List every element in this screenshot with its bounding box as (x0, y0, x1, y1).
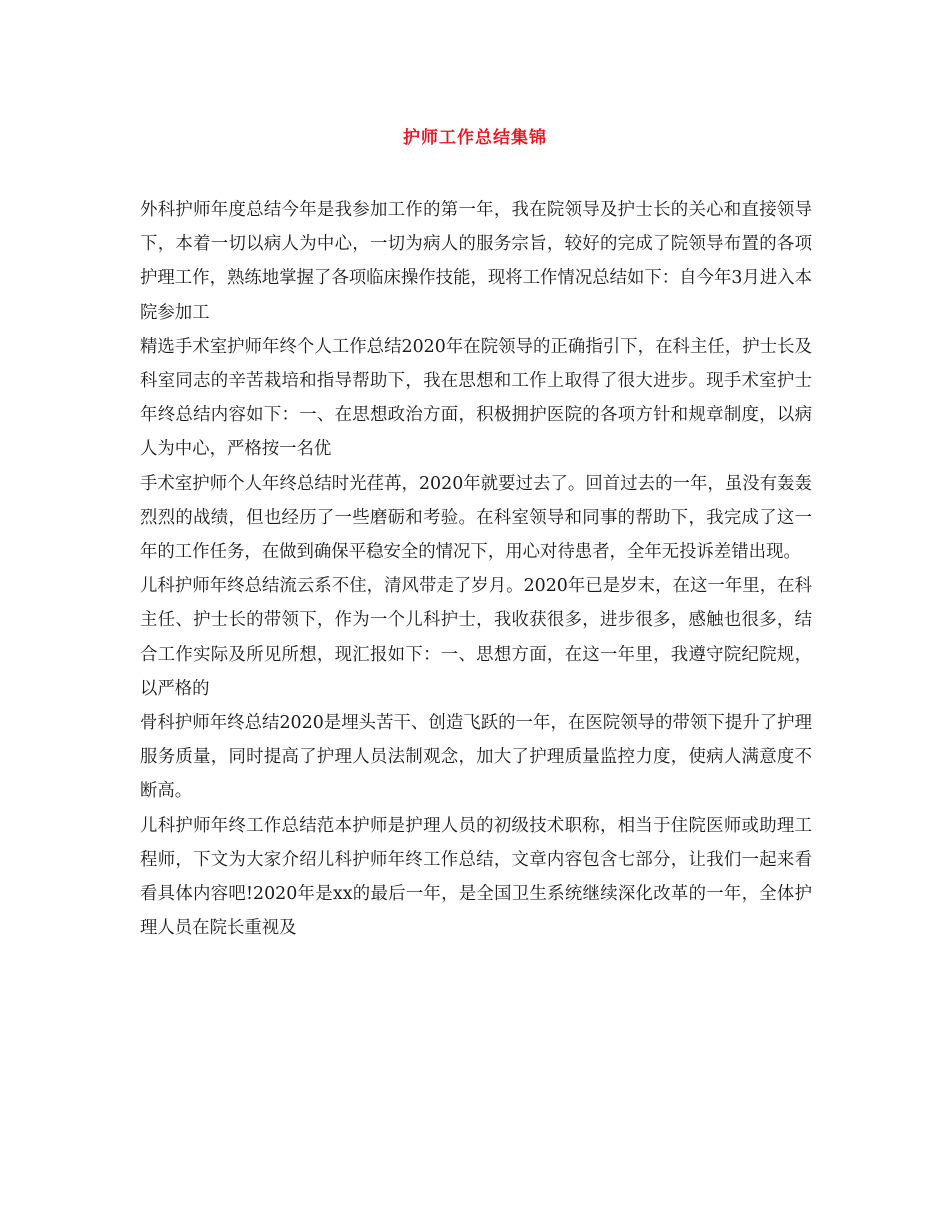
paragraph-surgery-nurse-summary: 外科护师年度总结今年是我参加工作的第一年，我在院领导及护士长的关心和直接领导下，本着一切以病人为中心，一切为病人的服务宗旨，较好的完成了院领导布置的各项护理工作，熟练地掌握了各项临床操作技能，现将工作情况总结如下：自今年3月进入本院参加工 (140, 200, 812, 323)
document-title: 护师工作总结集锦 (403, 128, 547, 148)
paragraph-operating-room-personal-summary: 精选手术室护师年终个人工作总结2020年在院领导的正确指引下，在科主任，护士长及科室同志的辛苦栽培和指导帮助下，我在思想和工作上取得了很大进步。现手术室护士年终总结内容如下：一、在思想政治方面，积极拥护医院的各项方针和规章制度，以病人为中心，严格按一名优 (140, 336, 812, 460)
paragraph-pediatrics-year-end-summary: 儿科护师年终总结流云系不住，清风带走了岁月。2020年已是岁末，在这一年里，在科主任、护士长的带领下，作为一个儿科护士，我收获很多，进步很多，感触也很多，结合工作实际及所见所想，现汇报如下：一、思想方面，在这一年里，我遵守院纪院规，以严格的 (140, 576, 812, 699)
paragraph-orthopedics-year-end-summary: 骨科护师年终总结2020是埋头苦干、创造飞跃的一年，在医院领导的带领下提升了护理服务质量，同时提高了护理人员法制观念，加大了护理质量监控力度，使病人满意度不断高。 (140, 713, 812, 802)
paragraph-pediatrics-work-summary-template: 儿科护师年终工作总结范本护师是护理人员的初级技术职称，相当于住院医师或助理工程师，下文为大家介绍儿科护师年终工作总结，文章内容包含七部分，让我们一起来看看具体内容吧!2020年是xx的最后一年，是全国卫生系统继续深化改革的一年，全体护理人员在院长重视及 (140, 815, 812, 939)
document-body (140, 193, 812, 945)
paragraph-operating-room-year-end-summary: 手术室护师个人年终总结时光荏苒，2020年就要过去了。回首过去的一年，虽没有轰轰烈烈的战绩，但也经历了一些磨砺和考验。在科室领导和同事的帮助下，我完成了这一年的工作任务，在做到确保平稳安全的情况下，用心对待患者，全年无投诉差错出现。 (140, 473, 812, 563)
